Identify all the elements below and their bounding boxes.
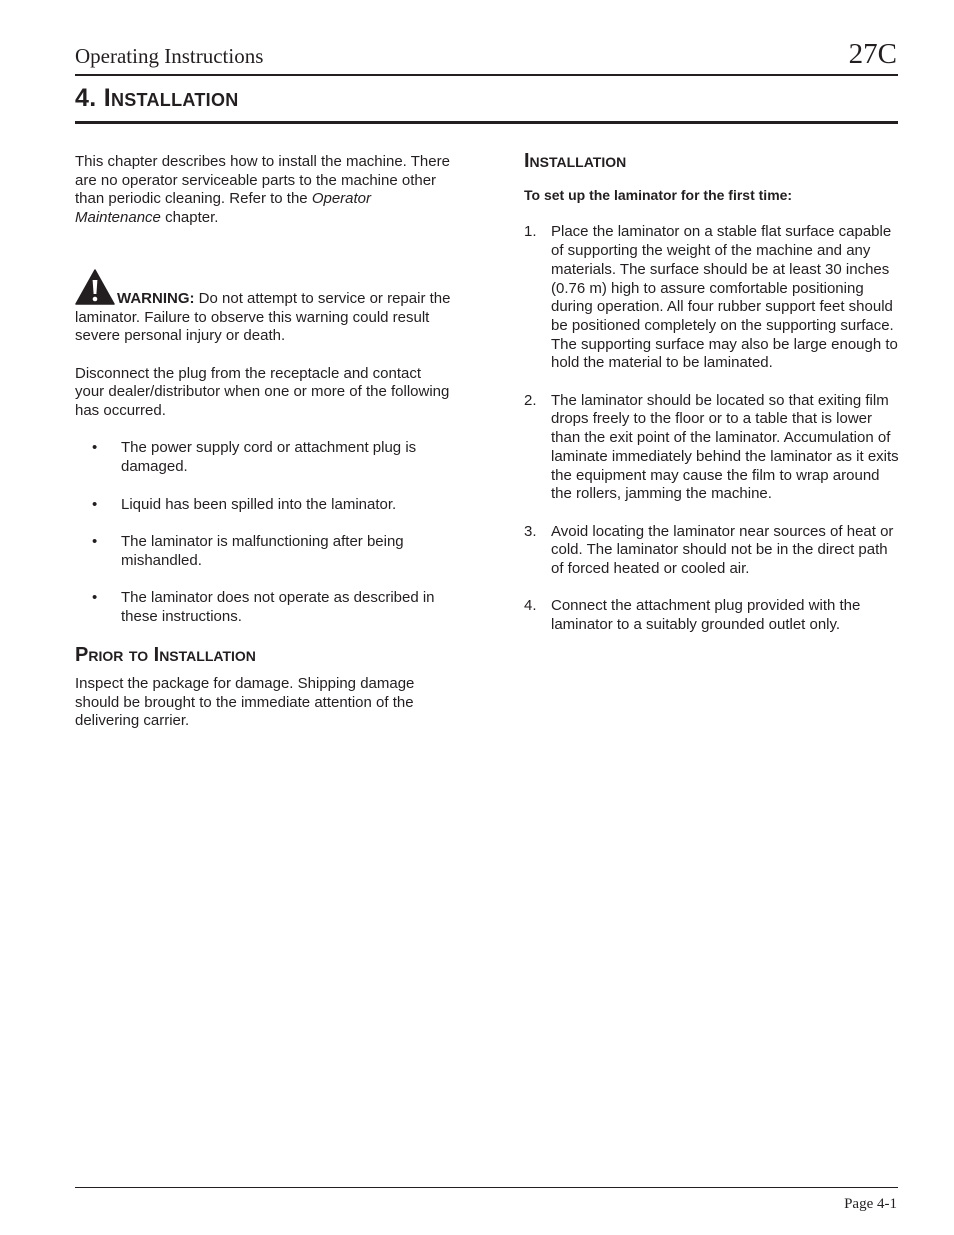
list-item: 4. Connect the attachment plug provided with the laminator to a suitably grounded outlet only.: [524, 597, 861, 634]
list-item: • The laminator is malfunctioning after being mishandled.: [92, 532, 404, 569]
footer-rule: [75, 1187, 898, 1188]
warning-triangle-icon: [75, 269, 115, 305]
warning-label: WARNING:: [117, 289, 195, 307]
header-rule: [75, 74, 898, 76]
list-item: • The laminator does not operate as described in these instructions.: [92, 588, 435, 625]
installation-heading: Installation: [524, 150, 627, 172]
intro-paragraph: This chapter describes how to install the machine. There are no operator serviceable parts to the machine other than periodic cleaning. Refer to the Operator Maintenance chapter.: [75, 153, 450, 227]
running-header-model: 27C: [848, 38, 897, 70]
prior-to-installation-heading: Prior to Installation: [75, 644, 256, 667]
list-item: 1. Place the laminator on a stable flat surface capable of supporting the weight of the machine and any materials. The surface should be at least 30 inches (0.76 m) high to assure comfortable positioning during operation. All four rubber support feet should be positioned completely on the supporting surface. The supporting surface may also be large enough to hold the material to be laminated.: [524, 223, 898, 372]
warning-paragraph: [75, 269, 453, 346]
chapter-title: 4. Installation: [75, 84, 239, 112]
running-header-title: Operating Instructions: [75, 44, 264, 68]
list-item: 3. Avoid locating the laminator near sources of heat or cold. The laminator should not be in the direct path of forced heated or cooled air.: [524, 522, 894, 578]
page-number: Page 4-1: [844, 1196, 897, 1212]
setup-steps-list: [524, 223, 902, 634]
right-column: [524, 150, 902, 654]
list-item: • Liquid has been spilled into the laminator.: [92, 495, 397, 513]
list-item: • The power supply cord or attachment plug is damaged.: [92, 439, 417, 476]
conditions-list: [75, 439, 453, 626]
intro-chapter-reference: Operator Maintenance: [75, 190, 372, 227]
prior-to-installation-paragraph: Inspect the package for damage. Shipping damage should be brought to the immediate attention of the delivering carrier.: [75, 675, 415, 730]
list-item: 2. The laminator should be located so that exiting film drops freely to the floor or to a table that is lower than the exit point of the laminator. Accumulation of laminate immediately behind the laminator as it exits the equipment may cause the film to wrap around the rollers, jamming the machine.: [524, 391, 899, 503]
setup-subheading: To set up the laminator for the first time:: [524, 187, 793, 203]
disconnect-paragraph: Disconnect the plug from the receptacle and contact your dealer/distributor when one or more of the following has occurred.: [75, 364, 450, 420]
left-column: [75, 153, 453, 731]
chapter-title-rule: [75, 121, 898, 124]
warning-text: Do not attempt to service or repair the laminator. Failure to observe this warning could result severe personal injury or death.: [75, 289, 451, 345]
